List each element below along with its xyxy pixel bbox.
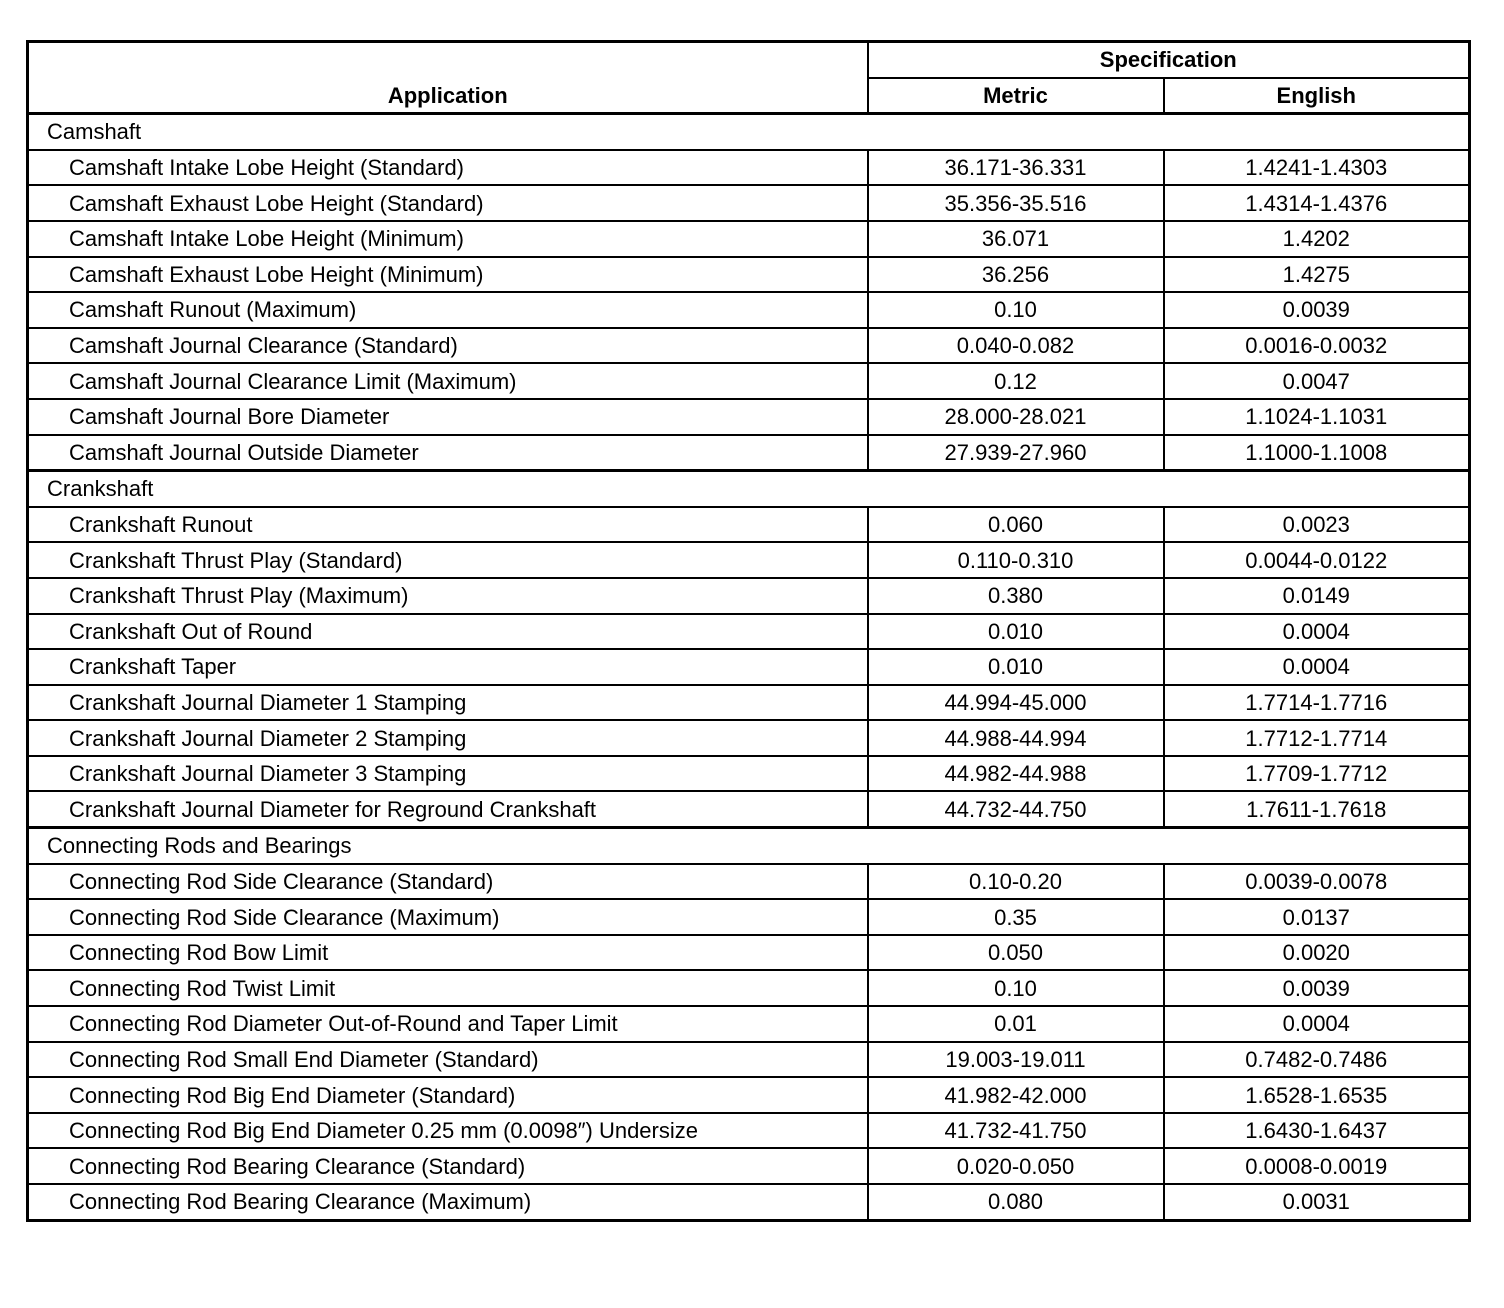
english-value-cell: 1.4202: [1164, 221, 1470, 257]
english-value-cell: 1.6528-1.6535: [1164, 1077, 1470, 1113]
english-value-cell: 1.6430-1.6437: [1164, 1113, 1470, 1149]
table-row: [28, 1006, 1470, 1042]
english-value-cell: 0.0023: [1164, 507, 1470, 543]
english-value-cell: 0.0004: [1164, 649, 1470, 685]
metric-value-cell: 41.732-41.750: [868, 1113, 1164, 1149]
metric-value-cell: 41.982-42.000: [868, 1077, 1164, 1113]
english-value-cell: 1.7611-1.7618: [1164, 791, 1470, 827]
application-cell: Camshaft Runout (Maximum): [28, 292, 868, 328]
application-cell: Connecting Rod Bow Limit: [28, 935, 868, 971]
english-value-cell: 1.1000-1.1008: [1164, 435, 1470, 471]
application-cell: Connecting Rod Side Clearance (Maximum): [28, 899, 868, 935]
metric-value-cell: 0.010: [868, 614, 1164, 650]
table-row: [28, 435, 1470, 471]
english-value-cell: 1.7714-1.7716: [1164, 685, 1470, 721]
application-cell: Connecting Rod Diameter Out-of-Round and Taper Limit: [28, 1006, 868, 1042]
application-cell: Crankshaft Runout: [28, 507, 868, 543]
application-cell: Camshaft Journal Outside Diameter: [28, 435, 868, 471]
metric-value-cell: 44.988-44.994: [868, 720, 1164, 756]
application-cell: Connecting Rod Side Clearance (Standard): [28, 864, 868, 900]
english-value-cell: 1.7709-1.7712: [1164, 756, 1470, 792]
table-row: [28, 150, 1470, 186]
english-value-cell: 0.0039: [1164, 292, 1470, 328]
table-row: [28, 1042, 1470, 1078]
english-value-cell: 1.1024-1.1031: [1164, 399, 1470, 435]
table-row: [28, 791, 1470, 827]
section-title: Connecting Rods and Bearings: [28, 828, 1470, 864]
application-cell: Camshaft Journal Clearance Limit (Maximum): [28, 363, 868, 399]
application-cell: Connecting Rod Small End Diameter (Standard): [28, 1042, 868, 1078]
application-cell: Crankshaft Out of Round: [28, 614, 868, 650]
table-body: [28, 114, 1470, 1220]
metric-value-cell: 35.356-35.516: [868, 185, 1164, 221]
table-row: [28, 1113, 1470, 1149]
english-value-cell: 1.4275: [1164, 257, 1470, 293]
english-value-cell: 0.0039-0.0078: [1164, 864, 1470, 900]
table-row: [28, 614, 1470, 650]
application-cell: Crankshaft Taper: [28, 649, 868, 685]
specification-group-header: Specification: [868, 42, 1470, 78]
table-row: [28, 292, 1470, 328]
metric-value-cell: 0.080: [868, 1184, 1164, 1220]
application-cell: Camshaft Intake Lobe Height (Minimum): [28, 221, 868, 257]
application-cell: Camshaft Journal Clearance (Standard): [28, 328, 868, 364]
table-row: [28, 720, 1470, 756]
application-cell: Camshaft Intake Lobe Height (Standard): [28, 150, 868, 186]
english-value-cell: 0.0149: [1164, 578, 1470, 614]
application-cell: Connecting Rod Twist Limit: [28, 970, 868, 1006]
table-row: [28, 542, 1470, 578]
metric-value-cell: 0.10: [868, 970, 1164, 1006]
application-cell: Crankshaft Journal Diameter for Reground Crankshaft: [28, 791, 868, 827]
metric-value-cell: 0.020-0.050: [868, 1148, 1164, 1184]
table-row: [28, 1077, 1470, 1113]
english-value-cell: 1.4314-1.4376: [1164, 185, 1470, 221]
table-row: [28, 257, 1470, 293]
metric-value-cell: 36.171-36.331: [868, 150, 1164, 186]
section-title: Crankshaft: [28, 471, 1470, 507]
metric-value-cell: 0.380: [868, 578, 1164, 614]
english-value-cell: 0.7482-0.7486: [1164, 1042, 1470, 1078]
metric-value-cell: 0.10: [868, 292, 1164, 328]
table-row: [28, 1184, 1470, 1220]
table-row: [28, 185, 1470, 221]
application-cell: Crankshaft Journal Diameter 3 Stamping: [28, 756, 868, 792]
application-column-header: Application: [28, 42, 868, 114]
specification-table: [26, 40, 1471, 1222]
table-row: [28, 399, 1470, 435]
english-value-cell: 1.7712-1.7714: [1164, 720, 1470, 756]
english-value-cell: 0.0047: [1164, 363, 1470, 399]
table-row: [28, 685, 1470, 721]
metric-value-cell: 0.35: [868, 899, 1164, 935]
section-row: [28, 114, 1470, 150]
table-row: [28, 328, 1470, 364]
english-value-cell: 0.0004: [1164, 1006, 1470, 1042]
metric-value-cell: 44.982-44.988: [868, 756, 1164, 792]
english-value-cell: 0.0031: [1164, 1184, 1470, 1220]
english-value-cell: 0.0039: [1164, 970, 1470, 1006]
metric-value-cell: 44.994-45.000: [868, 685, 1164, 721]
metric-value-cell: 0.110-0.310: [868, 542, 1164, 578]
header-row-top: [28, 42, 1470, 78]
english-column-header: English: [1164, 78, 1470, 114]
table-row: [28, 935, 1470, 971]
application-cell: Camshaft Journal Bore Diameter: [28, 399, 868, 435]
metric-value-cell: 44.732-44.750: [868, 791, 1164, 827]
metric-value-cell: 0.10-0.20: [868, 864, 1164, 900]
metric-value-cell: 0.12: [868, 363, 1164, 399]
table-header: [28, 42, 1470, 114]
table-row: [28, 899, 1470, 935]
section-row: [28, 471, 1470, 507]
table-row: [28, 864, 1470, 900]
english-value-cell: 0.0020: [1164, 935, 1470, 971]
table-row: [28, 649, 1470, 685]
english-value-cell: 0.0137: [1164, 899, 1470, 935]
table-row: [28, 578, 1470, 614]
metric-value-cell: 0.01: [868, 1006, 1164, 1042]
application-cell: Crankshaft Journal Diameter 2 Stamping: [28, 720, 868, 756]
application-cell: Connecting Rod Big End Diameter (Standard): [28, 1077, 868, 1113]
section-row: [28, 828, 1470, 864]
metric-value-cell: 19.003-19.011: [868, 1042, 1164, 1078]
application-cell: Crankshaft Journal Diameter 1 Stamping: [28, 685, 868, 721]
application-cell: Crankshaft Thrust Play (Maximum): [28, 578, 868, 614]
table-row: [28, 756, 1470, 792]
metric-column-header: Metric: [868, 78, 1164, 114]
english-value-cell: 0.0016-0.0032: [1164, 328, 1470, 364]
metric-value-cell: 27.939-27.960: [868, 435, 1164, 471]
metric-value-cell: 0.060: [868, 507, 1164, 543]
table-row: [28, 970, 1470, 1006]
section-title: Camshaft: [28, 114, 1470, 150]
application-cell: Connecting Rod Big End Diameter 0.25 mm (0.0098″) Undersize: [28, 1113, 868, 1149]
metric-value-cell: 36.256: [868, 257, 1164, 293]
application-cell: Camshaft Exhaust Lobe Height (Minimum): [28, 257, 868, 293]
table-row: [28, 221, 1470, 257]
english-value-cell: 1.4241-1.4303: [1164, 150, 1470, 186]
table-row: [28, 507, 1470, 543]
english-value-cell: 0.0008-0.0019: [1164, 1148, 1470, 1184]
application-cell: Connecting Rod Bearing Clearance (Standard): [28, 1148, 868, 1184]
metric-value-cell: 36.071: [868, 221, 1164, 257]
metric-value-cell: 0.010: [868, 649, 1164, 685]
metric-value-cell: 0.040-0.082: [868, 328, 1164, 364]
english-value-cell: 0.0044-0.0122: [1164, 542, 1470, 578]
application-cell: Camshaft Exhaust Lobe Height (Standard): [28, 185, 868, 221]
metric-value-cell: 0.050: [868, 935, 1164, 971]
english-value-cell: 0.0004: [1164, 614, 1470, 650]
application-cell: Connecting Rod Bearing Clearance (Maximum): [28, 1184, 868, 1220]
metric-value-cell: 28.000-28.021: [868, 399, 1164, 435]
table-row: [28, 363, 1470, 399]
application-cell: Crankshaft Thrust Play (Standard): [28, 542, 868, 578]
table-row: [28, 1148, 1470, 1184]
